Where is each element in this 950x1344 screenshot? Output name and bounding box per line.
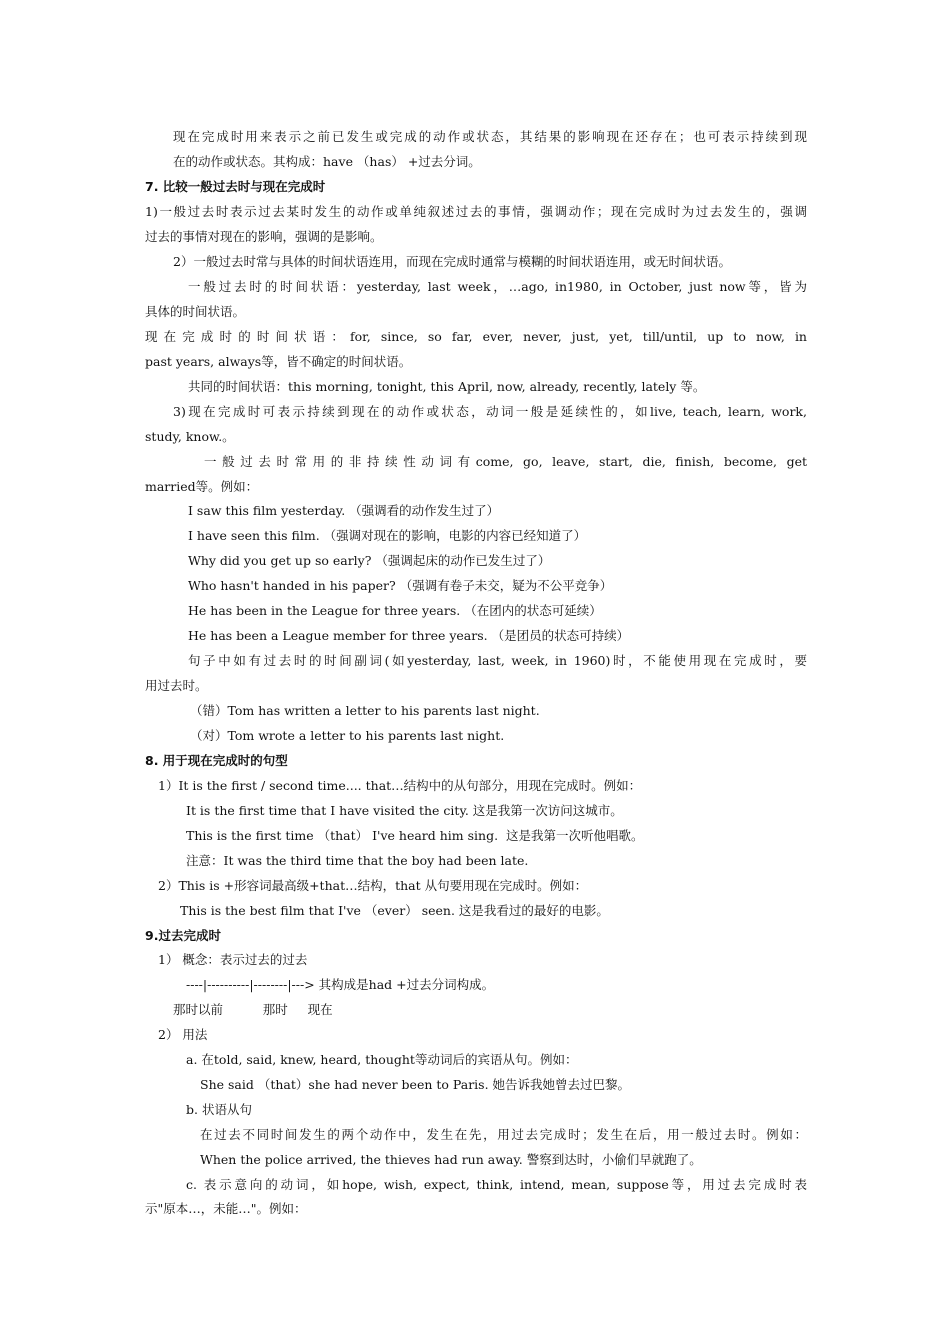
text-line: 3)现在完成时可表示持续到现在的动作或状态，动词一般是延续性的，如live, teach, learn, work,: [173, 404, 807, 419]
example-line: 注意：It was the third time that the boy had been late.: [186, 853, 529, 868]
text-line: 现在完成时用来表示之前已发生或完成的动作或状态，其结果的影响现在还存在；也可表示持续到现: [173, 129, 807, 144]
text-line: 一般过去时的时间状语：yesterday, last week，…ago, in1980, in October, just now等，皆为: [188, 279, 807, 294]
example-line: I have seen this film. （强调对现在的影响，电影的内容已经知道了）: [188, 528, 587, 543]
text-line: 现在完成时的时间状语：for, since, so far, ever, never, just, yet, till/until, up to now, in: [145, 329, 807, 344]
example-line: I saw this film yesterday. （强调看的动作发生过了）: [188, 503, 500, 518]
example-line: Who hasn't handed in his paper? （强调有卷子未交，疑为不公平竞争）: [188, 578, 613, 593]
text-line: 1)一般过去时表示过去某时发生的动作或单纯叙述过去的事情，强调动作；现在完成时为过去发生的，强调: [145, 204, 807, 219]
example-line: This is the first time （that） I've heard him sing. 这是我第一次听他唱歌。: [186, 828, 644, 843]
text-line: study, know.。: [145, 429, 235, 444]
timeline-diagram: ----|----------|--------|---> 其构成是had +过去分词构成。: [186, 977, 495, 992]
example-line: Why did you get up so early? （强调起床的动作已发生过了）: [188, 553, 551, 568]
text-line: 1） 概念：表示过去的过去: [158, 952, 308, 967]
example-line: （错）Tom has written a letter to his parents last night.: [190, 703, 540, 718]
text-line: c. 表示意向的动词，如hope, wish, expect, think, intend, mean, suppose等，用过去完成时表: [186, 1177, 807, 1192]
text-line: 用过去时。: [145, 678, 208, 693]
text-line: 2）一般过去时常与具体的时间状语连用，而现在完成时通常与模糊的时间状语连用，或无时间状语。: [173, 254, 731, 269]
text-line: 2） 用法: [158, 1027, 208, 1042]
text-line: 共同的时间状语：this morning, tonight, this April, now, already, recently, lately 等。: [188, 379, 706, 394]
text-line: 句子中如有过去时的时间副词(如yesterday, last, week, in 1960)时，不能使用现在完成时，要: [188, 653, 807, 668]
example-line: She said （that）she had never been to Paris. 她告诉我她曾去过巴黎。: [200, 1077, 631, 1092]
example-line: It is the first time that I have visited the city. 这是我第一次访问这城市。: [186, 803, 623, 818]
example-line: This is the best film that I've （ever） seen. 这是我看过的最好的电影。: [180, 903, 609, 918]
text-line: 2）This is +形容词最高级+that…结构，that 从句要用现在完成时。例如：: [158, 878, 588, 893]
text-line: b. 状语从句: [186, 1102, 252, 1117]
example-line: He has been in the League for three years. （在团内的状态可延续）: [188, 603, 602, 618]
example-line: When the police arrived, the thieves had run away. 警察到达时，小偷们早就跑了。: [200, 1152, 702, 1167]
section-heading: 9.过去完成时: [145, 928, 221, 943]
example-line: He has been a League member for three years. （是团员的状态可持续）: [188, 628, 630, 643]
text-line: married等。例如：: [145, 479, 259, 494]
section-heading: 7. 比较一般过去时与现在完成时: [145, 179, 326, 194]
text-line: 具体的时间状语。: [145, 304, 246, 319]
timeline-labels: 那时以前 那时 现在: [173, 1002, 333, 1017]
section-heading: 8. 用于现在完成时的句型: [145, 753, 288, 768]
text-line: 过去的事情对现在的影响，强调的是影响。: [145, 229, 383, 244]
text-line: 示"原本…，未能…"。例如：: [145, 1201, 307, 1216]
text-line: 在过去不同时间发生的两个动作中，发生在先，用过去完成时；发生在后，用一般过去时。例如：: [200, 1127, 807, 1142]
text-line: 1）It is the first / second time.... that…结构中的从句部分，用现在完成时。例如：: [158, 778, 642, 793]
text-line: a. 在told, said, knew, heard, thought等动词后的宾语从句。例如：: [186, 1052, 578, 1067]
text-line: 一般过去时常用的非持续性动词有come, go, leave, start, die, finish, become, get: [204, 454, 807, 469]
example-line: （对）Tom wrote a letter to his parents last night.: [190, 728, 505, 743]
text-line: 在的动作或状态。其构成：have （has） +过去分词。: [173, 154, 481, 169]
text-line: past years, always等，皆不确定的时间状语。: [145, 354, 412, 369]
